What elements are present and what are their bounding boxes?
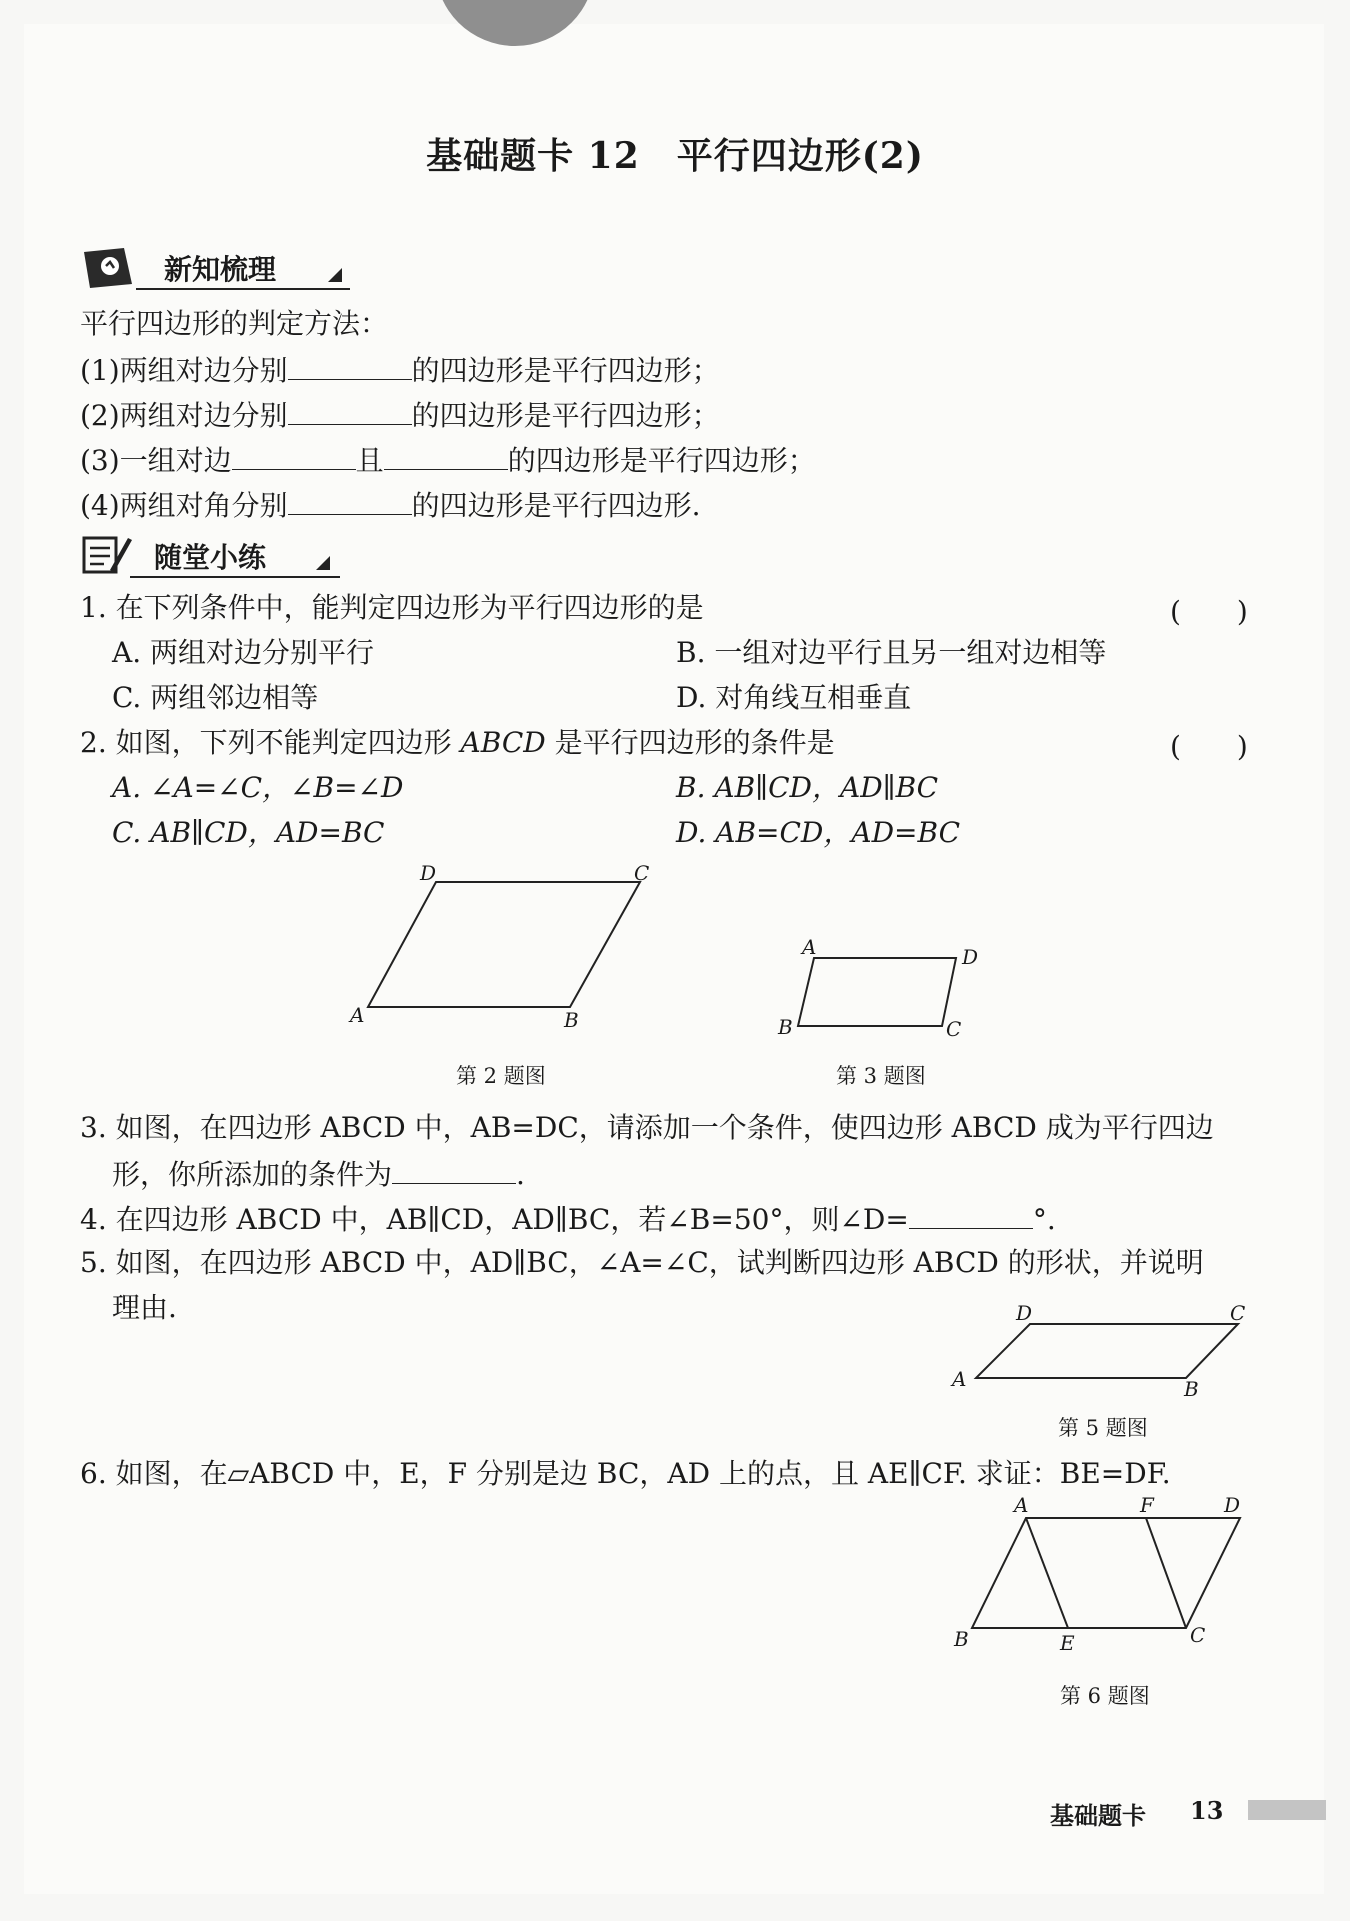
section-heading-label: 新知梳理 — [164, 253, 277, 286]
figure-5-caption: 第 5 题图 — [1058, 1416, 1148, 1440]
figure-2-caption: 第 2 题图 — [456, 1064, 546, 1088]
method-item-text: 的四边形是平行四边形； — [411, 354, 720, 387]
question-3-line-1: 3. 如图，在四边形 ABCD 中，AB=DC，请添加一个条件，使四边形 ABCD 成为平行四边 — [80, 1111, 1214, 1144]
parallelogram-shape — [972, 1518, 1240, 1628]
question-1-option-c[interactable]: C. 两组邻边相等 — [112, 681, 319, 714]
section-heading-underline — [130, 576, 340, 578]
vertex-label-d: D — [420, 861, 437, 885]
question-4 — [80, 1200, 1056, 1238]
section-heading-practice — [80, 532, 340, 578]
question-2-option-a[interactable]: A. ∠A=∠C，∠B=∠D — [112, 771, 404, 804]
segment-cf — [1146, 1518, 1186, 1628]
page-title: 基础题卡 12 平行四边形(2) — [426, 135, 924, 177]
question-1-option-a[interactable]: A. 两组对边分别平行 — [112, 636, 375, 669]
answer-blank[interactable] — [288, 396, 412, 425]
vertex-label-c: C — [1230, 1301, 1246, 1325]
answer-blank[interactable] — [288, 351, 412, 380]
vertex-label-b: B — [954, 1627, 969, 1651]
segment-ae — [1026, 1518, 1068, 1628]
vertex-label-c: C — [946, 1017, 962, 1041]
footer-label: 基础题卡 — [1050, 1802, 1146, 1830]
vertex-label-d: D — [1016, 1301, 1033, 1325]
method-item-text: 的四边形是平行四边形； — [411, 399, 720, 432]
question-text: 4. 在四边形 ABCD 中，AB∥CD，AD∥BC，若∠B=50°，则∠D= — [80, 1203, 909, 1236]
parallelogram-shape — [976, 1324, 1238, 1378]
answer-blank[interactable] — [909, 1200, 1033, 1229]
vertex-label-b: B — [778, 1015, 793, 1039]
clipboard-pen-icon — [80, 532, 132, 576]
question-6: 6. 如图，在▱ABCD 中，E，F 分别是边 BC，AD 上的点，且 AE∥CF. 求证：BE=DF. — [80, 1457, 1171, 1490]
triangle-marker-icon — [314, 554, 332, 572]
method-item-text: 的四边形是平行四边形. — [411, 489, 701, 522]
question-text: . — [516, 1158, 525, 1191]
method-item-text: (2)两组对边分别 — [80, 399, 288, 432]
question-2-option-d[interactable]: D. AB=CD，AD=BC — [676, 816, 961, 849]
question-2-option-c[interactable]: C. AB∥CD，AD=BC — [112, 816, 385, 849]
question-text: 形，你所添加的条件为 — [112, 1158, 393, 1191]
section-heading-new-knowledge — [80, 244, 350, 290]
vertex-label-b: B — [564, 1008, 579, 1032]
question-text: 2. 如图，下列不能判定四边形 — [80, 726, 461, 759]
question-2-stem — [80, 725, 835, 761]
answer-paren[interactable]: ( ) — [1170, 730, 1248, 763]
answer-paren[interactable]: ( ) — [1170, 595, 1248, 628]
section-heading-underline — [136, 288, 350, 290]
parallelogram-shape — [368, 882, 640, 1007]
figure-2-parallelogram — [350, 862, 650, 1032]
question-2-option-b[interactable]: B. AB∥CD，AD∥BC — [676, 771, 939, 804]
triangle-marker-icon — [326, 266, 344, 284]
page-number: 13 — [1190, 1796, 1224, 1825]
figure-6-caption: 第 6 题图 — [1060, 1684, 1150, 1708]
method-intro: 平行四边形的判定方法： — [80, 307, 389, 340]
figure-6-parallelogram — [950, 1492, 1240, 1662]
vertex-label-a: A — [952, 1367, 967, 1391]
vertex-label-e: E — [1060, 1631, 1075, 1655]
question-1-option-b[interactable]: B. 一组对边平行且另一组对边相等 — [676, 636, 1107, 669]
question-text: 是平行四边形的条件是 — [545, 726, 835, 759]
method-item-text: (3)一组对边 — [80, 444, 232, 477]
section-heading-label: 随堂小练 — [154, 541, 267, 574]
question-1-option-d[interactable]: D. 对角线互相垂直 — [676, 681, 912, 714]
vertex-label-a: A — [350, 1003, 365, 1027]
question-5-line-1: 5. 如图，在四边形 ABCD 中，AD∥BC，∠A=∠C，试判断四边形 ABCD 的形状，并说明 — [80, 1246, 1204, 1279]
method-item-text: (4)两组对角分别 — [80, 489, 288, 522]
vertex-label-c: C — [634, 861, 650, 885]
notebook-icon — [80, 244, 138, 288]
method-item-text: 的四边形是平行四边形； — [507, 444, 816, 477]
method-item-1 — [80, 351, 720, 389]
method-item-3 — [80, 441, 816, 479]
vertex-label-d: D — [962, 945, 979, 969]
answer-blank[interactable] — [384, 441, 508, 470]
vertex-label-d: D — [1224, 1493, 1241, 1517]
answer-blank[interactable] — [232, 441, 356, 470]
vertex-label-c: C — [1190, 1623, 1206, 1647]
method-item-4 — [80, 486, 701, 524]
question-text: °. — [1032, 1203, 1056, 1236]
method-item-text: (1)两组对边分别 — [80, 354, 288, 387]
question-1-stem: 1. 在下列条件中，能判定四边形为平行四边形的是 — [80, 591, 704, 624]
figure-3-parallelogram — [776, 935, 979, 1041]
answer-blank[interactable] — [288, 486, 412, 515]
answer-blank[interactable] — [392, 1155, 516, 1184]
question-text: ABCD — [460, 726, 546, 759]
vertex-label-a: A — [1014, 1493, 1029, 1517]
question-3-line-2 — [112, 1155, 525, 1193]
vertex-label-a: A — [802, 935, 817, 959]
method-item-2 — [80, 396, 720, 434]
vertex-label-b: B — [1184, 1377, 1199, 1401]
method-item-text: 且 — [355, 444, 384, 477]
parallelogram-shape — [798, 958, 956, 1026]
figure-3-caption: 第 3 题图 — [836, 1064, 926, 1088]
figure-5-parallelogram — [950, 1300, 1250, 1400]
vertex-label-f: F — [1140, 1493, 1154, 1517]
question-5-line-2: 理由. — [112, 1291, 177, 1324]
footer-bar — [1248, 1800, 1326, 1820]
